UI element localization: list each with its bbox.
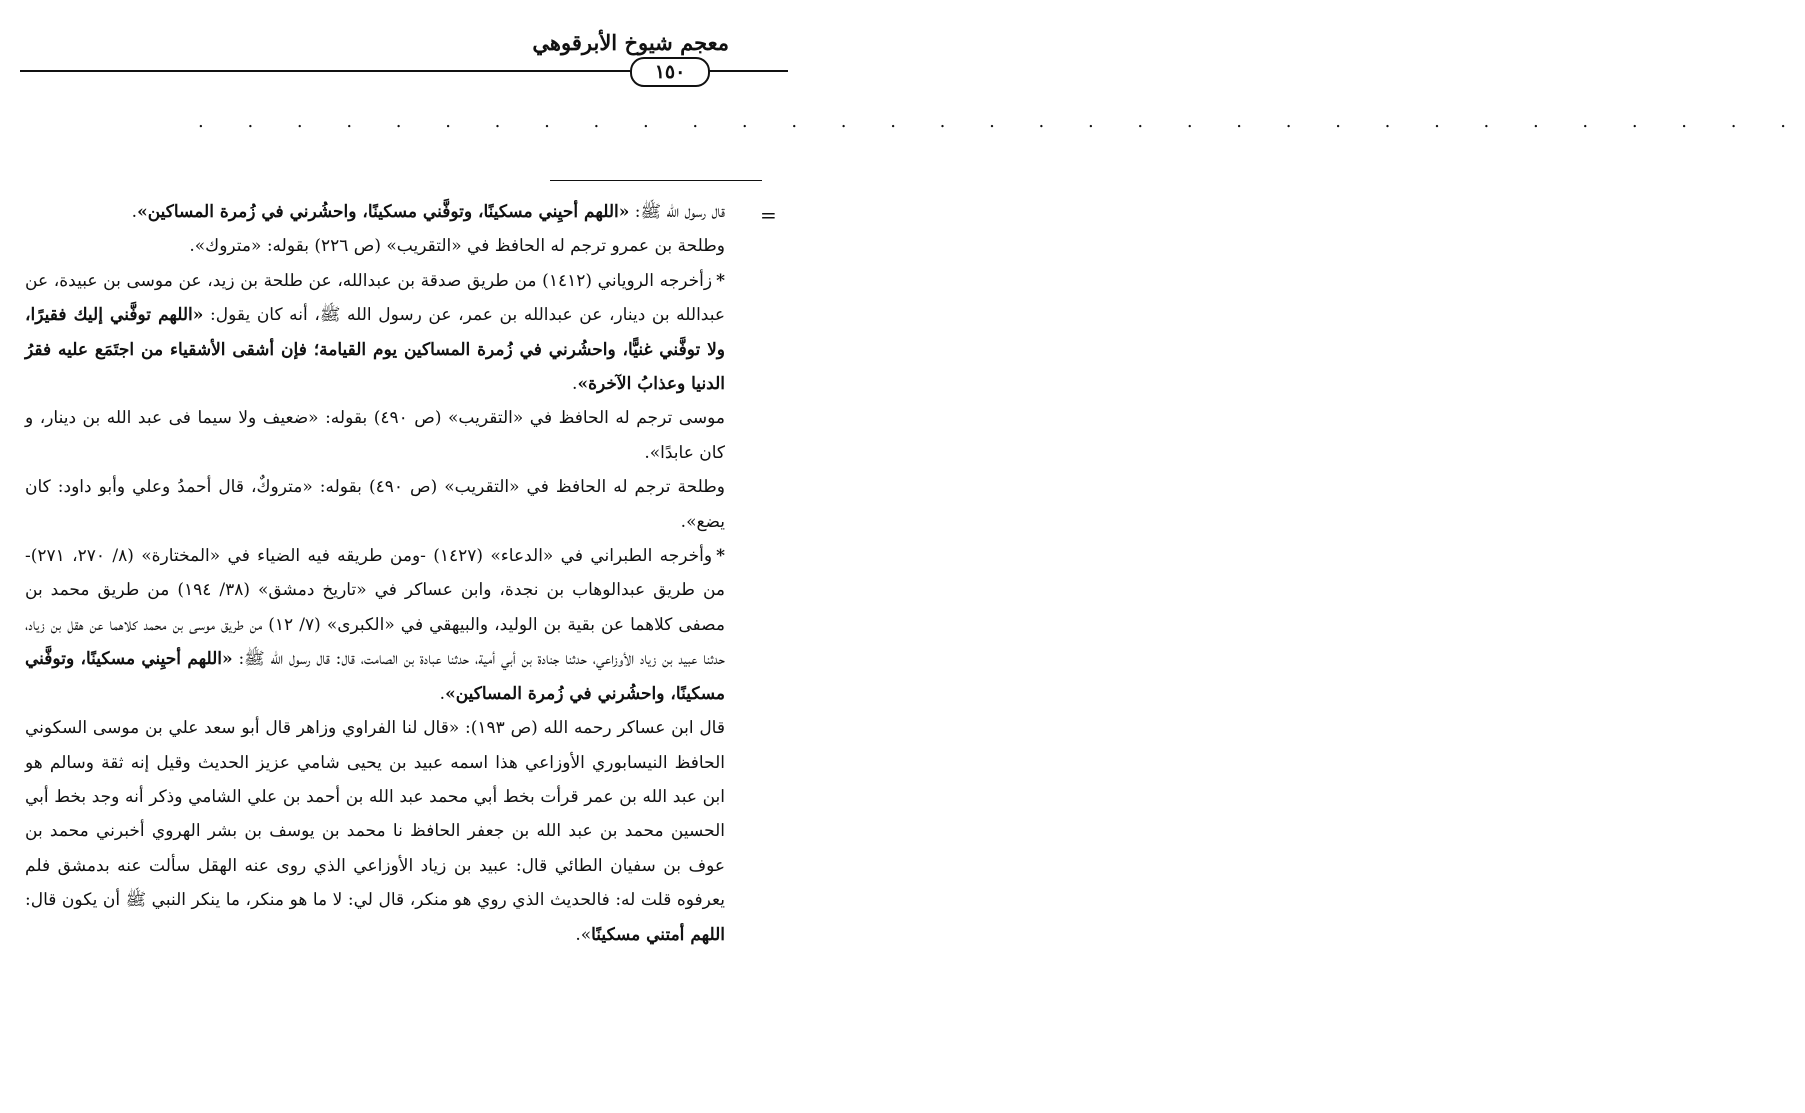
paragraph-text: موسى ترجم له الحافظ في «التقريب» (ص ٤٩٠) بقوله: «ضعيف ولا سيما فى عبد الله بن دينار، و كان عابدًا». [25, 408, 725, 463]
running-title: معجم شيوخ الأبرقوهي [532, 30, 729, 55]
paragraph-text: زأخرجه الروياني (١٤١٢) من طريق صدقة بن عبدالله، عن طلحة بن زيد، عن موسى بن عبيدة، عن عبدالله بن دينار، عن عبدالله بن عمر، عن رسول الله ﷺ، أنه كان يقول: [25, 270, 725, 326]
paragraph-text: قال ابن عساكر رحمه الله (ص ١٩٣): «قال لنا الفراوي وزاهر قال أبو سعد علي بن موسى السكوني الحافظ النيسابوري الأوزاعي هذا اسمه عبيد بن يحيى شامي عزيز الحديث وقيل إنه ثقة وسالم هو ابن عبد الله بن عمر قرأت بخط أبي محمد عبد الله بن أحمد بن علي الشامي وذكر أنه وجد بخط أبي الحسين محمد بن عبد الله بن جعفر الحافظ نا محمد بن يوسف بن بشر الهروي أخبرني محمد بن عوف بن سفيان الطائي قال: عبيد بن زياد الأوزاعي الذي روى عنه الهقل سألت عنه بدمشق فلم يعرفوه قلت له: فالحديث الذي روي هو منكر، قال لي: لا ما هو منكر، ما ينكر النبي ﷺ أن يكون قال: [25, 718, 725, 911]
star-marker: * [716, 546, 725, 567]
footnote-text [25, 195, 725, 952]
paragraph-text: وأخرجه الطبراني في «الدعاء» (١٤٢٧) -ومن طريقه فيه الضياء في «المختارة» (٨/ ٢٧٠، ٢٧١)- من طريق عبدالوهاب بن نجدة، وابن عساكر في «تاريخ دمشق» (٣٨/ ١٩٤) من طريق محمد بن مصفى كلاهما عن بقية بن الوليد، والبيهقي في «الكبرى» (٧/ ١٢) من طريق موسى بن محمد كلاهما عن هقل بن زياد، حدثنا عبيد بن زياد الأوزاعي، حدثنا جنادة بن أبي أمية، حدثنا عبادة بن الصامت، قال: قال رسول الله ﷺ: [25, 546, 726, 670]
paragraph-text: وطلحة ترجم له الحافظ في «التقريب» (ص ٤٩٠) بقوله: «متروكٌ، قال أحمدُ وعلي وأبو داود: كان يضع». [25, 477, 725, 532]
footnote-rule [550, 180, 762, 181]
paragraph [25, 470, 725, 539]
paragraph [25, 264, 725, 402]
star-marker: * [716, 270, 725, 291]
paragraph [25, 539, 725, 711]
dotted-separator: . . . . . . . . . . . . . . . . . . . . . . . . . . . . . . . . . [198, 111, 1805, 132]
paragraph-end: . [439, 683, 446, 704]
paragraph-text: قال رسول الله ﷺ: [629, 202, 725, 222]
page-number: ١٥٠ [630, 57, 710, 87]
paragraph [25, 229, 725, 263]
hadith-quote: اللهم أمتني مسكينًا [591, 924, 725, 945]
header-rule-left [20, 70, 630, 72]
paragraph [25, 401, 725, 470]
paragraph [25, 711, 725, 952]
paragraph-end: . [572, 374, 578, 395]
paragraph [25, 195, 725, 229]
header-rule-right [708, 70, 788, 72]
paragraph-end: ». [575, 924, 592, 945]
hadith-quote: «اللهم توفَّني إليك فقيرًا، ولا توفَّني غنيًّا، واحشُرني في زُمرة المساكين يوم القيامة؛ فإن أشقى الأشقياء من اجتَمَع عليه فقرُ الدنيا وعذابُ الآخرة» [25, 305, 725, 395]
paragraph-text: وطلحة بن عمرو ترجم له الحافظ في «التقريب» (ص ٢٢٦) بقوله: «متروك». [189, 236, 725, 257]
paragraph-end: . [131, 202, 138, 222]
hadith-quote: «اللهم أحيِني مسكينًا، وتوفَّني مسكينًا، واحشُرني في زُمرة المساكين» [137, 202, 630, 222]
hadith-quote: «اللهم أحيِني مسكينًا، وتوفَّني مسكينًا، واحشُرني في زُمرة المساكين» [25, 649, 725, 704]
continuation-mark: = [760, 203, 777, 227]
